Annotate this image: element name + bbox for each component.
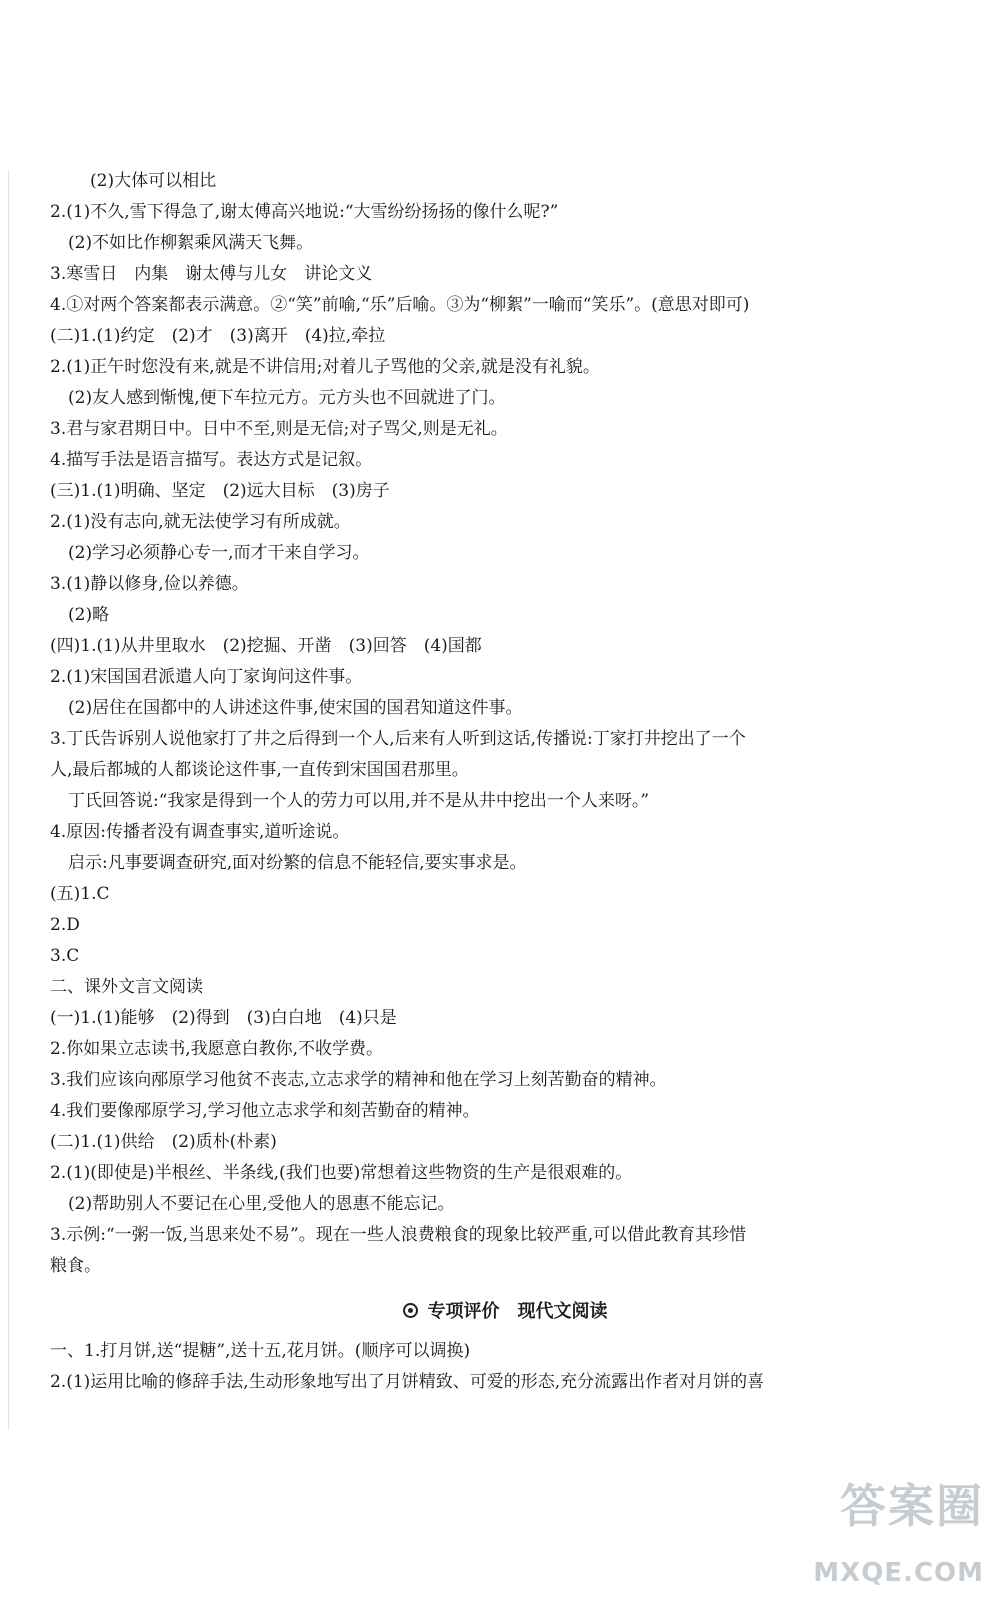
answer-lines-group-2: [50, 1336, 960, 1398]
answer-line: 2.(1)宋国国君派遣人向丁家询问这件事。: [50, 667, 363, 687]
answer-line: (一)1.(1)能够 (2)得到 (3)白白地 (4)只是: [50, 1008, 397, 1028]
page-edge-line: [8, 170, 9, 1430]
circle-dot-icon: [403, 1303, 418, 1318]
watermark-text-top: 答案圈: [840, 1479, 984, 1533]
answer-line: (2)居住在国都中的人讲述这件事,使宋国的国君知道这件事。: [68, 698, 523, 718]
answer-line: 2.(1)不久,雪下得急了,谢太傅高兴地说:“大雪纷纷扬扬的像什么呢?”: [50, 202, 559, 222]
section-heading-part1: 专项评价: [427, 1301, 500, 1322]
answer-line: (五)1.C: [50, 884, 110, 904]
answer-line: 2.(1)正午时您没有来,就是不讲信用;对着儿子骂他的父亲,就是没有礼貌。: [50, 357, 600, 377]
answer-line: 丁氏回答说:“我家是得到一个人的劳力可以用,并不是从井中挖出一个人来呀。”: [68, 791, 650, 811]
answer-line: (2)学习必须静心专一,而才干来自学习。: [68, 543, 370, 563]
answer-line: 3.我们应该向邴原学习他贫不丧志,立志求学的精神和他在学习上刻苦勤奋的精神。: [50, 1070, 667, 1090]
section-heading: [50, 1292, 960, 1336]
answer-content: [50, 166, 960, 1398]
answer-line: 启示:凡事要调查研究,面对纷繁的信息不能轻信,要实事求是。: [68, 853, 527, 873]
answer-line: 3.丁氏告诉别人说他家打了井之后得到一个人,后来有人听到这话,传播说:丁家打井挖出了一个: [50, 729, 746, 749]
answer-line: (2)帮助别人不要记在心里,受他人的恩惠不能忘记。: [68, 1194, 455, 1214]
answer-line: 2.D: [50, 915, 80, 935]
answer-line: 2.你如果立志读书,我愿意白教你,不收学费。: [50, 1039, 384, 1059]
answer-line: 人,最后都城的人都谈论这件事,一直传到宋国国君那里。: [50, 760, 469, 780]
answer-line: 4.我们要像邴原学习,学习他立志求学和刻苦勤奋的精神。: [50, 1101, 480, 1121]
answer-line: 3.C: [50, 946, 80, 966]
answer-line: (二)1.(1)约定 (2)才 (3)离开 (4)拉,牵拉: [50, 326, 386, 346]
answer-line: 4.①对两个答案都表示满意。②“笑”前喻,“乐”后喻。③为“柳絮”一喻而“笑乐”。(意思对即可): [50, 295, 750, 315]
answer-line: 2.(1)没有志向,就无法使学习有所成就。: [50, 512, 351, 532]
answer-line: (2)大体可以相比: [90, 171, 217, 191]
answer-line: (2)友人感到惭愧,便下车拉元方。元方头也不回就进了门。: [68, 388, 506, 408]
answer-line: (三)1.(1)明确、坚定 (2)远大目标 (3)房子: [50, 481, 390, 501]
watermark-logo: [809, 1470, 984, 1590]
answer-lines-group-1: [50, 166, 960, 1282]
answer-line: 2.(1)(即使是)半根丝、半条线,(我们也要)常想着这些物资的生产是很艰难的。: [50, 1163, 633, 1183]
answer-line: 2.(1)运用比喻的修辞手法,生动形象地写出了月饼精致、可爱的形态,充分流露出作者对月饼的喜: [50, 1372, 765, 1392]
answer-line: 4.原因:传播者没有调查事实,道听途说。: [50, 822, 350, 842]
answer-line: 3.示例:“一粥一饭,当思来处不易”。现在一些人浪费粮食的现象比较严重,可以借此教育其珍惜: [50, 1225, 747, 1245]
answer-line: 二、课外文言文阅读: [50, 977, 203, 997]
answer-line: (2)不如比作柳絮乘风满天飞舞。: [68, 233, 314, 253]
answer-line: (二)1.(1)供给 (2)质朴(朴素): [50, 1132, 277, 1152]
answer-line: (2)略: [68, 605, 110, 625]
answer-line: 4.描写手法是语言描写。表达方式是记叙。: [50, 450, 373, 470]
answer-line: (四)1.(1)从井里取水 (2)挖掘、开凿 (3)回答 (4)国都: [50, 636, 482, 656]
answer-line: 3.(1)静以修身,俭以养德。: [50, 574, 249, 594]
section-heading-part2: 现代文阅读: [517, 1301, 608, 1322]
answer-line: 3.寒雪日 内集 谢太傅与儿女 讲论文义: [50, 264, 373, 284]
watermark-text-bottom: MXQE.COM: [813, 1558, 984, 1588]
answer-line: 一、1.打月饼,送“提糖”,送十五,花月饼。(顺序可以调换): [50, 1341, 471, 1361]
answer-line: 3.君与家君期日中。日中不至,则是无信;对子骂父,则是无礼。: [50, 419, 508, 439]
answer-line: 粮食。: [50, 1256, 101, 1276]
